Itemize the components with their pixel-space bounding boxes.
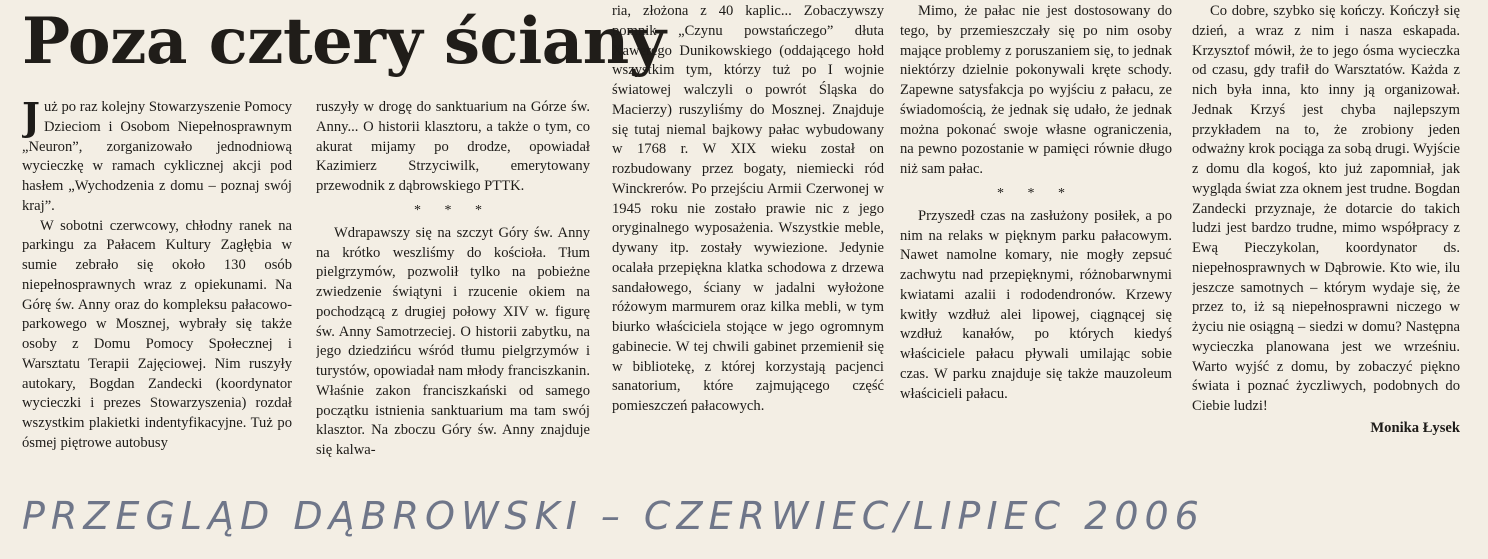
column-1: [22, 98, 292, 488]
column-2: [316, 98, 590, 488]
body-paragraph: Wdrapawszy się na szczyt Góry św. Anny na krótko weszliśmy do kościoła. Tłum pielgrzymów, pozwolił tylko na pobieżne zwiedzenie świątyni i rzucenie okiem na pochodzącą z drugiej połowy XIV w. figurę św. Anny Samotrzeciej. O historii zabytku, na jego dziedzińcu wśród tłumu pielgrzymów i turystów, opowiadał nam młody franciszkanin. Właśnie zakon franciszkański od samego początku istnienia sanktuarium ma tam swój klasztor. Na zboczu Góry św. Anny znajduje się kalwa-: [316, 224, 590, 458]
author-byline: Monika Łysek: [1370, 419, 1460, 436]
drop-cap: J: [22, 98, 40, 139]
column-5: [1192, 2, 1460, 488]
section-separator: * * *: [414, 202, 492, 218]
body-paragraph: W sobotni czerwcowy, chłodny ranek na parkingu za Pałacem Kultury Zagłębia w sumie zebrało się około 130 osób niepełnosprawnych wraz z opiekunami. Na Górę św. Anny oraz do kompleksu pałacowo-parkowego w Mosznej, wybrały się także osoby z Domu Pomocy Społecznej i Warsztatu Terapii Zajęciowej. Nim ruszyły autokary, Bogdan Zandecki (koordynator wycieczki i prezes Stowarzyszenia) rozdał wszystkim plakietki indentyfikacyjne. Tuż po ósmej piętrowe autobusy: [22, 217, 292, 451]
article-title: Poza cztery ściany: [22, 4, 666, 79]
column-3: [612, 2, 884, 488]
body-paragraph: Przyszedł czas na zasłużony posiłek, a po nim na relaks w pięknym parku pałacowym. Nawet namolne komary, nie mogły zepsuć zachwytu nad przepięknymi, różnobarwnymi kwiatami azalii i rododendronów. Krzewy kwitły wzdłuż alei lipowej, ciągnącej się wzdłuż kanałów, po których kiedyś właściciele pałacu pływali umilając sobie czas. W parku znajduje się także mauzoleum właścicieli pałacu.: [900, 207, 1172, 402]
body-paragraph: ruszyły w drogę do sanktuarium na Górze św. Anny... O historii klasztoru, a także o tym, co akurat mijamy po drodze, opowiadał Kazimierz Strzyciwilk, emerytowany przewodnik z dąbrowskiego PTTK.: [316, 99, 590, 194]
column-4: [900, 2, 1172, 488]
body-paragraph: Mimo, że pałac nie jest dostosowany do tego, by przemieszczały się po nim osoby mające problemy z poruszaniem się, to jednak niektórzy dzielnie pokonywali kręte schody. Zapewne satysfakcja po wyjściu z pałacu, ze świadomością, że jednak się udało, że jednak można pokonać swoje własne ograniczenia, na pewno pozostanie w pamięci równie długo niż sam pałac.: [900, 3, 1172, 177]
intro-paragraph: [22, 98, 292, 217]
body-paragraph: ria, złożona z 40 kaplic... Zobaczywszy pomnik „Czynu powstańczego” dłuta Xawerego Dunikowskiego (oddającego hołd wszystkim tym, którzy tuż po I wojnie światowej walczyli o powrót Śląska do Macierzy) ruszyliśmy do Mosznej. Znajduje się tutaj niemal bajkowy pałac wybudowany w 1768 r. W XIX wieku został on rozbudowany przez bogaty, niemiecki ród Winckrerów. Po przejściu Armii Czerwonej w 1945 roku nie zostało prawie nic z jego oryginalnego wyposażenia. Wszystkie meble, dywany itp. zostały wywiezione. Jedynie ocalała przepiękna klatka schodowa z drzewa sandałowego, ściany w jadalni wyłożone różowym marmurem oraz kilka mebli, w tym biurko właściciela stojące w jego ogromnym gabinecie. W tej chwili gabinet przemienił się w bibliotekę, z której korzystają pacjenci sanatorium, które zajmującego część pomieszczeń pałacowych.: [612, 3, 884, 414]
body-paragraph: Co dobre, szybko się kończy. Kończył się dzień, a wraz z nim i nasza eskapada. Krzysztof mówił, że to jego ósma wycieczka od czasu, gdy trafił do Warsztatów. Każda z nich była inna, kto inny ją organizował. Jednak Krzyś jest chyba najlepszym przykładem na to, że zrobiony jeden odważny krok pociąga za sobą drugi. Wyjście z domu dla kogoś, kto już zapomniał, jak wygląda świat zza oknem jest trudne. Bogdan Zandecki przyznaje, że dotarcie do takich ludzi jest bardzo trudne, mimo współpracy z Ewą Pieczykolan, koordynator ds. niepełnosprawnych w Dąbrowie. Kto wie, ilu jeszcze samotnych – którym wydaje się, że przez to, iż są niepełnosprawni niczego w życiu nie osiągną – siedzi w domu? Następna wycieczka planowana jest we wrześniu. Warto wyjść z domu, by zobaczyć piękno świata i poznać życzliwych, podobnych do Ciebie ludzi!: [1192, 3, 1460, 414]
handwritten-source-note: PRZEGLĄD DĄBROWSKI – CZERWIEC/LIPIEC 2006: [22, 494, 1205, 538]
section-separator: * * *: [997, 185, 1075, 201]
intro-text: uż po raz kolejny Stowarzyszenie Pomocy Dzieciom i Osobom Niepełnosprawnym „Neuron”, zorganizowało jednodniową wycieczkę w ramach cyklicznej akcji pod hasłem „Wychodzenia z domu – poznaj swój kraj”.: [22, 99, 292, 214]
